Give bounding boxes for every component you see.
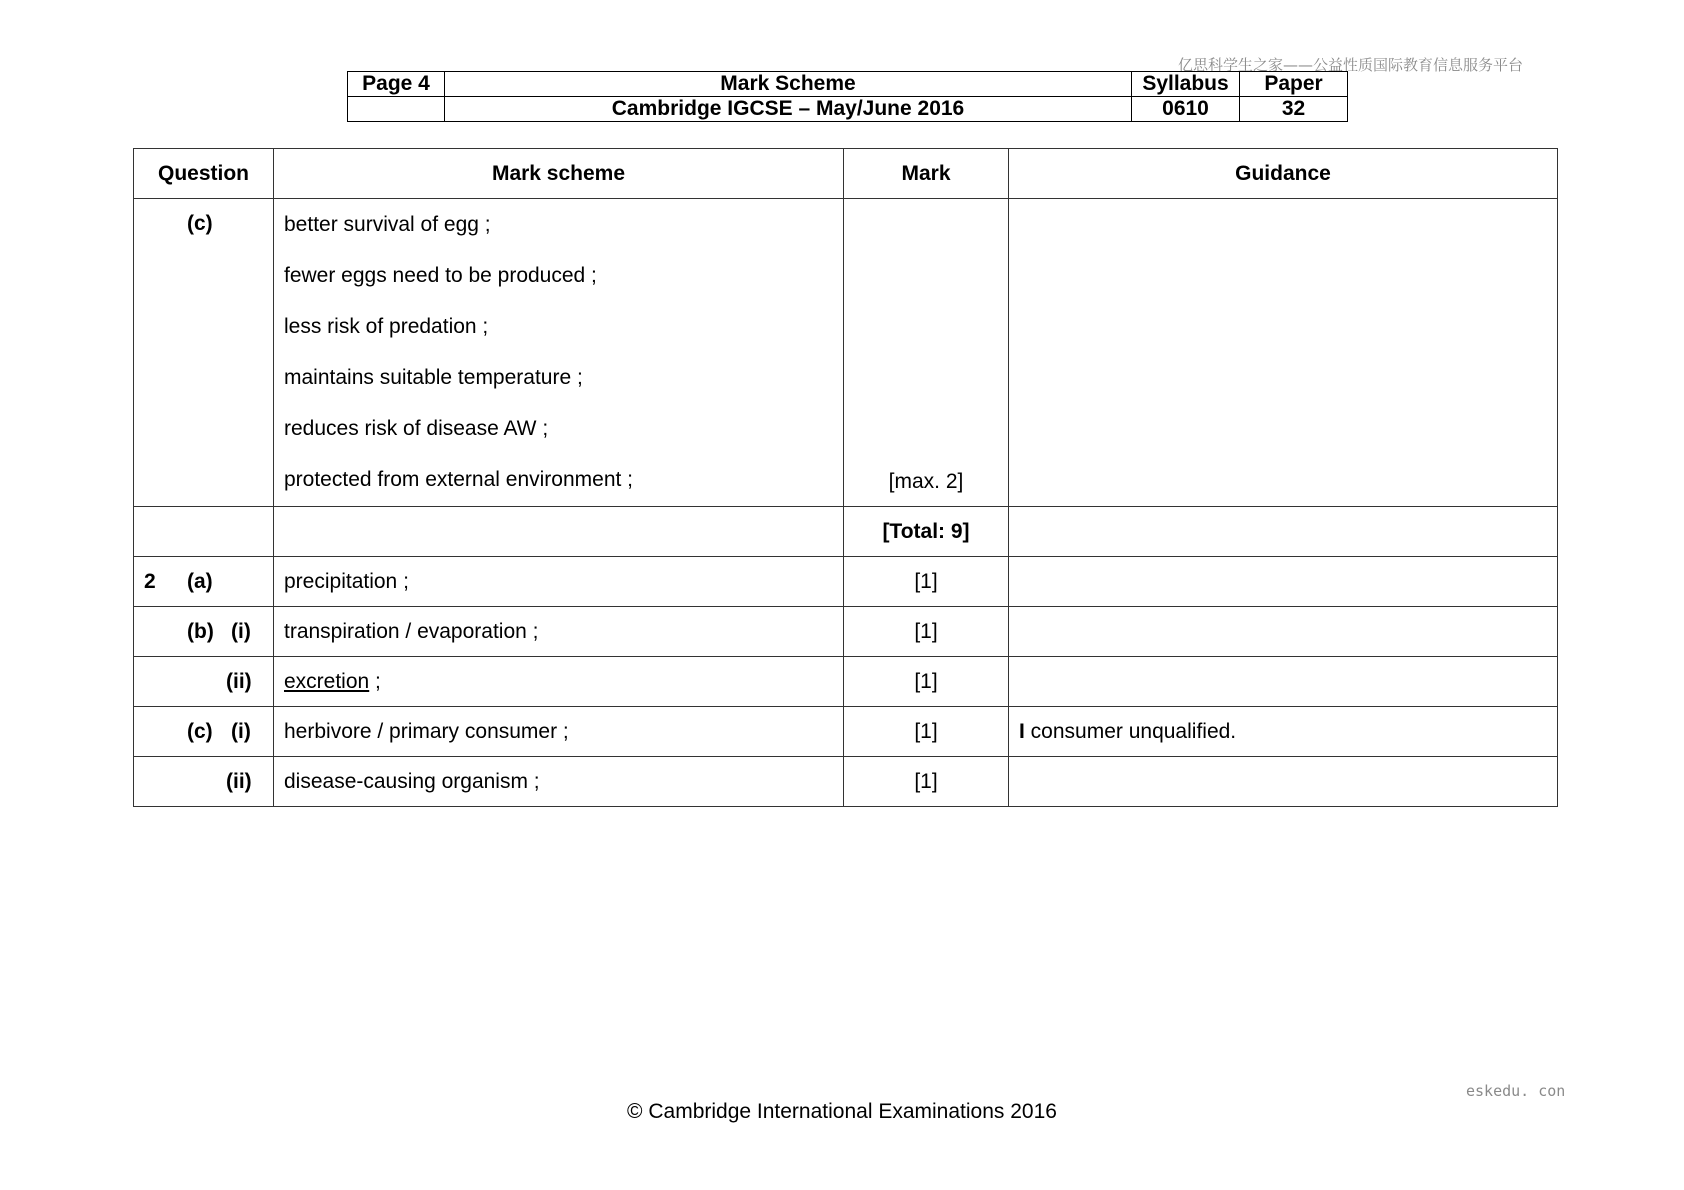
question-part: (b) [187, 619, 214, 643]
list-item: maintains suitable temperature ; [284, 366, 583, 389]
header-subtitle: Cambridge IGCSE – May/June 2016 [445, 97, 1132, 122]
guidance-cell [1009, 507, 1558, 557]
mark-cell: [1] [844, 557, 1009, 607]
guidance-cell [1009, 557, 1558, 607]
question-subpart: (i) [231, 719, 251, 743]
list-item: fewer eggs need to be produced ; [284, 264, 597, 287]
question-cell [134, 707, 274, 757]
guidance-cell [1009, 607, 1558, 657]
list-item: less risk of predation ; [284, 315, 489, 338]
question-cell [134, 557, 274, 607]
mark-cell: [1] [844, 757, 1009, 807]
watermark-top: 亿思科学生之家——公益性质国际教育信息服务平台 [1178, 56, 1524, 74]
column-header-guidance: Guidance [1009, 149, 1558, 199]
question-subpart: (ii) [226, 669, 252, 693]
table-row [134, 757, 1558, 807]
mark-scheme-cell: precipitation ; [274, 557, 844, 607]
question-subpart: (ii) [226, 769, 252, 793]
table-row [134, 557, 1558, 607]
column-header-question: Question [134, 149, 274, 199]
mark-cell: [1] [844, 607, 1009, 657]
underlined-keyword: excretion [284, 669, 370, 693]
table-row [134, 607, 1558, 657]
mark-cell: [1] [844, 707, 1009, 757]
document-header [347, 71, 1348, 122]
question-number: 2 [144, 569, 156, 593]
question-cell: (c) [134, 199, 274, 507]
syllabus-value: 0610 [1132, 97, 1240, 122]
header-empty-cell [348, 97, 445, 122]
watermark-bottom: eskedu. con [1466, 1082, 1566, 1100]
table-row [134, 657, 1558, 707]
copyright-footer: © Cambridge International Examinations 2016 [627, 1100, 1057, 1123]
guidance-cell [1009, 199, 1558, 507]
question-part: (a) [187, 569, 213, 593]
question-cell [134, 757, 274, 807]
question-part: (c) [187, 719, 213, 743]
paper-label: Paper [1240, 72, 1348, 97]
guidance-cell [1009, 707, 1558, 757]
page-label: Page 4 [348, 72, 445, 97]
guidance-cell [1009, 757, 1558, 807]
mark-cell: [1] [844, 657, 1009, 707]
mark-scheme-lines [274, 199, 844, 507]
list-item: protected from external environment ; [284, 468, 634, 491]
header-title: Mark Scheme [445, 72, 1132, 97]
question-cell [134, 657, 274, 707]
paper-value: 32 [1240, 97, 1348, 122]
table-row-total [134, 507, 1558, 557]
mark-scheme-cell [274, 657, 844, 707]
table-row-c [134, 199, 1558, 507]
question-subpart: (i) [231, 619, 251, 643]
mark-scheme-text: ; [369, 669, 381, 693]
mark-scheme-cell: disease-causing organism ; [274, 757, 844, 807]
guidance-cell [1009, 657, 1558, 707]
mark-scheme-cell: transpiration / evaporation ; [274, 607, 844, 657]
column-header-mark: Mark [844, 149, 1009, 199]
syllabus-label: Syllabus [1132, 72, 1240, 97]
ignore-marker: I [1019, 719, 1025, 743]
mark-scheme-table [133, 148, 1558, 807]
mark-cell: [max. 2] [844, 199, 1009, 507]
mark-scheme-cell: herbivore / primary consumer ; [274, 707, 844, 757]
list-item: better survival of egg ; [284, 213, 491, 236]
total-mark: [Total: 9] [844, 507, 1009, 557]
question-cell [134, 507, 274, 557]
mark-scheme-cell [274, 507, 844, 557]
question-cell [134, 607, 274, 657]
column-header-mark-scheme: Mark scheme [274, 149, 844, 199]
table-row [134, 707, 1558, 757]
list-item: reduces risk of disease AW ; [284, 417, 549, 440]
guidance-text: consumer unqualified. [1024, 719, 1237, 743]
table-header-row [134, 149, 1558, 199]
